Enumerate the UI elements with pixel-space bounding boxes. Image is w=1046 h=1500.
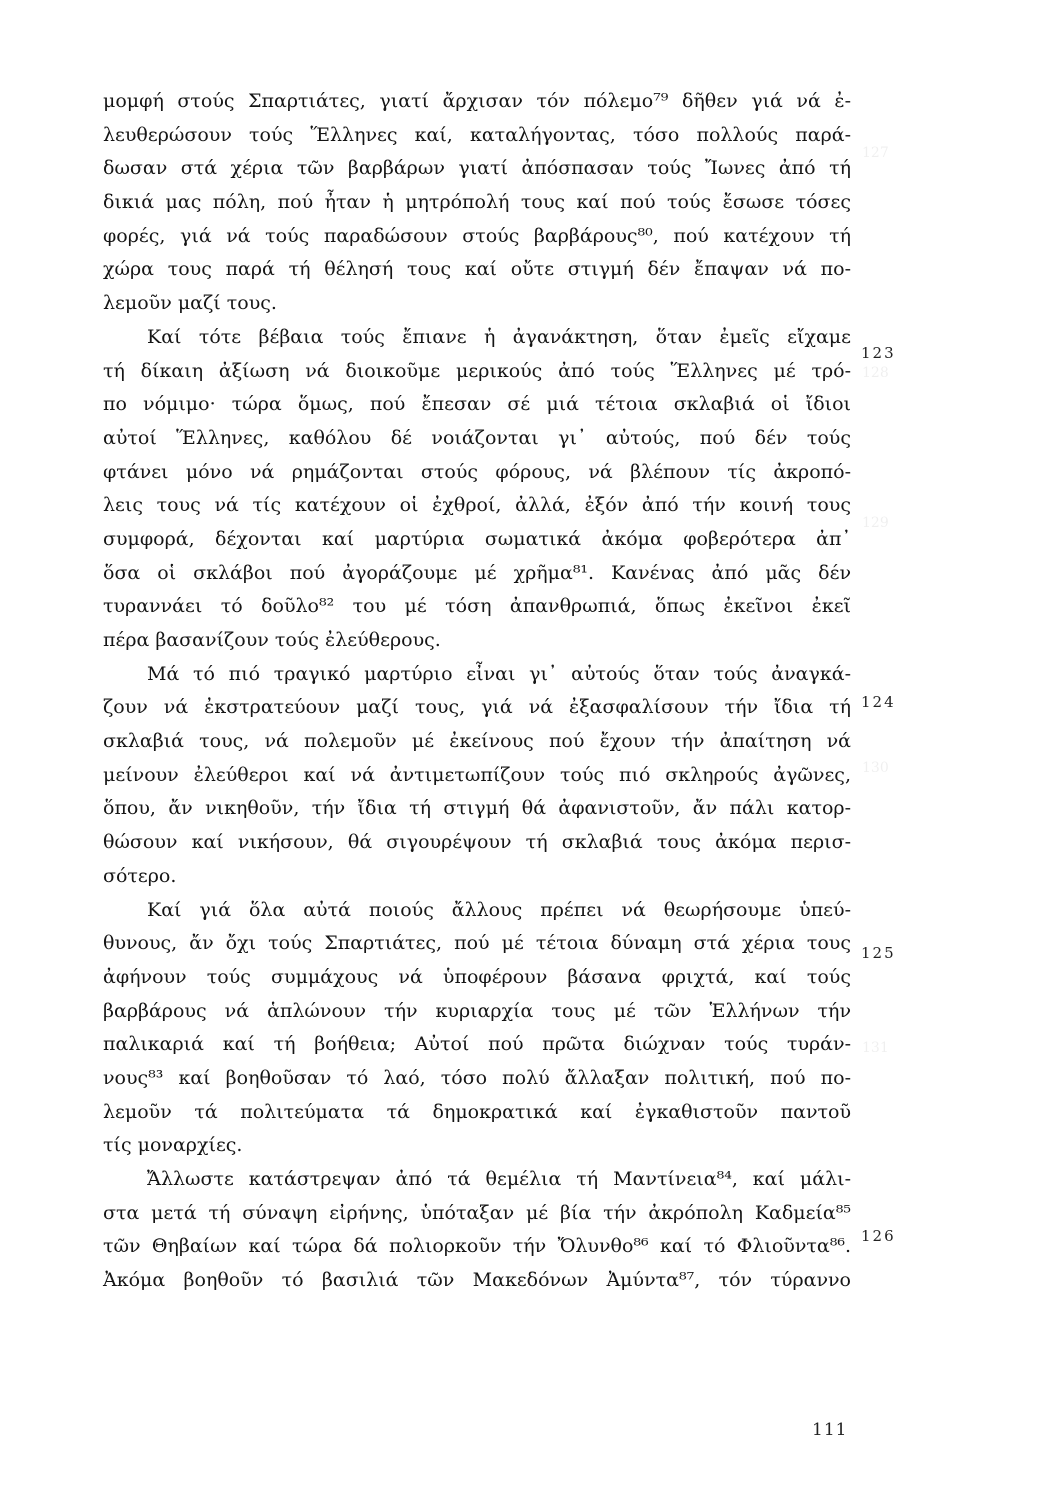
text-line: Καί γιά ὅλα αὐτά ποιούς ἄλλους πρέπει νά θεωρήσουμε ὑπεύ-: [147, 898, 851, 921]
bleed-through: 129: [862, 515, 889, 531]
text-line: τή δίκαιη ἀξίωση νά διοικοῦμε μερικούς ἀπό τούς Ἕλληνες μέ τρό-: [103, 359, 851, 382]
text-line: σκλαβιά τους, νά πολεμοῦν μέ ἐκείνους πού ἔχουν τήν ἀπαίτηση νά: [103, 730, 851, 753]
text-line: τίς μοναρχίες.: [103, 1134, 243, 1157]
text-line: θώσουν καί νικήσουν, θά σιγουρέψουν τή σκλαβιά τους ἀκόμα περισ-: [103, 831, 851, 854]
text-line: ἀφήνουν τούς συμμάχους νά ὑποφέρουν βάσανα φριχτά, καί τούς: [103, 965, 851, 988]
text-line: μομφή στούς Σπαρτιάτες, γιατί ἄρχισαν τόν πόλεμο⁷⁹ δῆθεν γιά νά ἐ-: [103, 90, 851, 112]
text-line: συμφορά, δέχονται καί μαρτύρια σωματικά ἀκόμα φοβερότερα ἀπ᾿: [103, 527, 851, 550]
text-line: αὐτοί Ἕλληνες, καθόλου δέ νοιάζονται γι᾿ αὐτούς, πού δέν τούς: [103, 426, 851, 449]
section-number: 126: [861, 1227, 896, 1245]
text-line: δωσαν στά χέρια τῶν βαρβάρων γιατί ἀπόσπασαν τούς Ἴωνες ἀπό τή: [103, 157, 851, 180]
bleed-through: 130: [862, 760, 889, 776]
text-line: θυνους, ἄν ὄχι τούς Σπαρτιάτες, πού μέ τέτοια δύναμη στά χέρια τους: [103, 932, 851, 955]
text-line: λεις τους νά τίς κατέχουν οἱ ἐχθροί, ἀλλά, ἐξόν ἀπό τήν κοινή τους: [103, 494, 851, 517]
text-line: παλικαριά καί τή βοήθεια; Αὐτοί πού πρῶτα διώχναν τούς τυράν-: [103, 1033, 851, 1056]
text-line: ὅπου, ἄν νικηθοῦν, τήν ἴδια τή στιγμή θά ἀφανιστοῦν, ἄν πάλι κατορ-: [103, 797, 851, 820]
text-line: Μά τό πιό τραγικό μαρτύριο εἶναι γι᾿ αὐτούς ὅταν τούς ἀναγκά-: [147, 662, 851, 685]
text-line: λευθερώσουν τούς Ἕλληνες καί, καταλήγοντας, τόσο πολλούς παρά-: [103, 123, 851, 146]
paragraph: [103, 658, 851, 894]
paragraph: [103, 85, 851, 321]
section-number: 124: [861, 693, 896, 711]
body-text: [103, 85, 851, 1298]
paragraph: [103, 321, 851, 658]
text-line: Καί τότε βέβαια τούς ἔπιανε ἡ ἀγανάκτηση, ὅταν ἐμεῖς εἴχαμε: [147, 325, 851, 348]
text-line: Ἀκόμα βοηθοῦν τό βασιλιά τῶν Μακεδόνων Ἀμύντα⁸⁷, τόν τύραννο: [103, 1269, 851, 1292]
text-line: νους⁸³ καί βοηθοῦσαν τό λαό, τόσο πολύ ἄλλαξαν πολιτική, πού πο-: [103, 1066, 851, 1089]
page-number: 111: [812, 1420, 848, 1440]
text-line: λεμοῦν τά πολιτεύματα τά δημοκρατικά καί ἐγκαθιστοῦν παντοῦ: [103, 1100, 851, 1123]
section-number: 123: [861, 344, 896, 362]
section-number: 125: [861, 944, 896, 962]
text-line: βαρβάρους νά ἁπλώνουν τήν κυριαρχία τους μέ τῶν Ἑλλήνων τήν: [103, 999, 851, 1022]
text-line: τυραννάει τό δοῦλο⁸² του μέ τόση ἀπανθρωπιά, ὅπως ἐκεῖνοι ἐκεῖ: [103, 595, 851, 618]
bleed-through: 131: [862, 1040, 889, 1056]
paragraph: [103, 1163, 851, 1298]
text-line: ὅσα οἱ σκλάβοι πού ἀγοράζουμε μέ χρῆμα⁸¹. Κανένας ἀπό μᾶς δέν: [103, 561, 851, 584]
text-line: τῶν Θηβαίων καί τώρα δά πολιορκοῦν τήν Ὄλυνθο⁸⁶ καί τό Φλιοῦντα⁸⁶.: [103, 1235, 851, 1258]
text-line: πέρα βασανίζουν τούς ἐλεύθερους.: [103, 629, 441, 651]
text-line: λεμοῦν μαζί τους.: [103, 292, 277, 315]
text-line: μείνουν ἐλεύθεροι καί νά ἀντιμετωπίζουν τούς πιό σκληρούς ἀγῶνες,: [103, 763, 851, 786]
text-line: στα μετά τή σύναψη εἰρήνης, ὑπόταξαν μέ βία τήν ἀκρόπολη Καδμεία⁸⁵: [103, 1201, 851, 1224]
bleed-through: 127: [862, 145, 889, 161]
text-line: φτάνει μόνο νά ρημάζονται στούς φόρους, νά βλέπουν τίς ἀκροπό-: [103, 460, 851, 483]
text-line: σότερο.: [103, 864, 177, 887]
text-line: φορές, γιά νά τούς παραδώσουν στούς βαρβάρους⁸⁰, πού κατέχουν τή: [103, 224, 851, 247]
text-line: ζουν νά ἐκστρατεύουν μαζί τους, γιά νά ἐξασφαλίσουν τήν ἴδια τή: [103, 696, 851, 719]
text-line: πο νόμιμο· τώρα ὅμως, πού ἔπεσαν σέ μιά τέτοια σκλαβιά οἱ ἴδιοι: [103, 393, 851, 416]
bleed-through: 128: [862, 365, 889, 381]
paragraph: [103, 894, 851, 1164]
text-line: χώρα τους παρά τή θέλησή τους καί οὔτε στιγμή δέν ἔπαψαν νά πο-: [103, 258, 851, 281]
text-line: δικιά μας πόλη, πού ἦταν ἡ μητρόπολή τους καί πού τούς ἔσωσε τόσες: [103, 191, 851, 214]
text-line: Ἄλλωστε κατάστρεψαν ἀπό τά θεμέλια τή Μαντίνεια⁸⁴, καί μάλι-: [147, 1168, 851, 1190]
